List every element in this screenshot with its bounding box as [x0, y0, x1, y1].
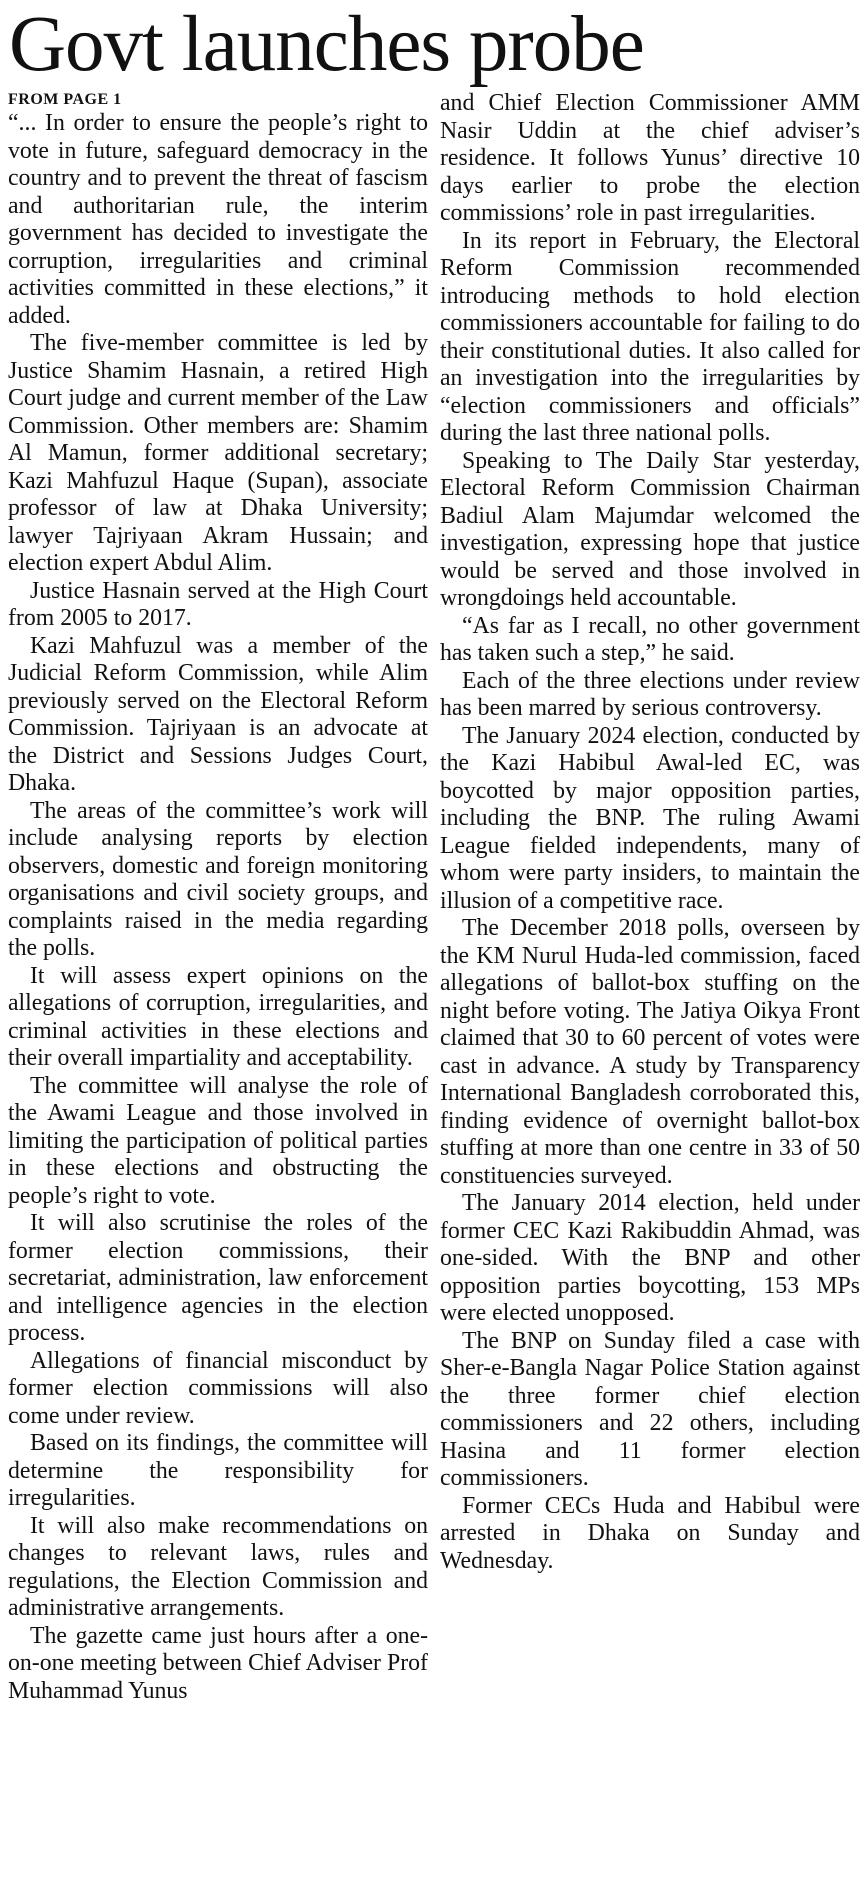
- paragraph: Justice Hasnain served at the High Court from 2005 to 2017.: [8, 577, 428, 631]
- paragraph: It will also scrutinise the roles of the former election commissions, their secretariat, administration, law enforcement and intelligence agencies in the election process.: [8, 1210, 428, 1346]
- column-left: [8, 90, 428, 1705]
- paragraph: Kazi Mahfuzul was a member of the Judicial Reform Commission, while Alim previously served on the Electoral Reform Commission. Tajriyaan is an advocate at the District and Sessions Judges Court, Dhaka.: [8, 632, 428, 796]
- paragraph: “As far as I recall, no other government has taken such a step,” he said.: [440, 612, 860, 666]
- paragraph: In its report in February, the Electoral Reform Commission recommended introducing methods to hold election commissioners accountable for failing to do their constitutional duties. It also called for an investigation into the irregularities by “election commissioners and officials” during the last three national polls.: [440, 227, 860, 446]
- paragraph: Allegations of financial misconduct by former election commissions will also come under review.: [8, 1347, 428, 1429]
- paragraph: The January 2014 election, held under former CEC Kazi Rakibuddin Ahmad, was one-sided. With the BNP and other opposition parties boycotting, 153 MPs were elected unopposed.: [440, 1190, 860, 1326]
- paragraph: The committee will analyse the role of the Awami League and those involved in limiting the participation of political parties in these elections and obstructing the people’s right to vote.: [8, 1072, 428, 1209]
- paragraph: Based on its findings, the committee will determine the responsibility for irregularities.: [8, 1430, 428, 1511]
- paragraph: “... In order to ensure the people’s right to vote in future, safeguard democracy in the country and to prevent the threat of fascism and authoritarian rule, the interim government has decided to investigate the corruption, irregularities and criminal activities committed in these elections,” it added.: [8, 110, 428, 329]
- paragraph: The December 2018 polls, overseen by the KM Nurul Huda-led commission, faced allegations of ballot-box stuffing on the night before voting. The Jatiya Oikya Front claimed that 30 to 60 percent of votes were cast in advance. A study by Transparency International Bangladesh corroborated this, finding evidence of overnight ballot-box stuffing at more than one centre in 33 of 50 constituencies surveyed.: [440, 915, 860, 1189]
- paragraph: The January 2024 election, conducted by the Kazi Habibul Awal-led EC, was boycotted by major opposition parties, including the BNP. The ruling Awami League fielded independents, many of whom were party insiders, to maintain the illusion of a competitive race.: [440, 722, 860, 914]
- news-page: [0, 2, 868, 1904]
- paragraph: It will also make recommendations on changes to relevant laws, rules and regulations, the Election Commission and administrative arrangements.: [8, 1512, 428, 1621]
- paragraph: Each of the three elections under review has been marred by serious controversy.: [440, 667, 860, 721]
- headline: Govt launches probe: [9, 1, 644, 88]
- paragraph: The gazette came just hours after a one-on-one meeting between Chief Adviser Prof Muhammad Yunus: [8, 1622, 428, 1704]
- paragraph: It will assess expert opinions on the allegations of corruption, irregularities, and criminal activities in these elections and their overall impartiality and acceptability.: [8, 962, 428, 1071]
- paragraph: The five-member committee is led by Justice Shamim Hasnain, a retired High Court judge and current member of the Law Commission. Other members are: Shamim Al Mamun, former additional secretary; Kazi Mahfuzul Haque (Supan), associate professor of law at Dhaka University; lawyer Tajriyaan Akram Hussain; and election expert Abdul Alim.: [8, 330, 428, 576]
- paragraph: The BNP on Sunday filed a case with Sher-e-Bangla Nagar Police Station against the three former chief election commissioners and 22 others, including Hasina and 11 former election commissioners.: [440, 1327, 860, 1491]
- paragraph: Former CECs Huda and Habibul were arrested in Dhaka on Sunday and Wednesday.: [440, 1492, 860, 1574]
- kicker-from-page: FROM PAGE 1: [8, 91, 122, 108]
- paragraph: The areas of the committee’s work will include analysing reports by election observers, domestic and foreign monitoring organisations and civil society groups, and complaints raised in the media regarding the polls.: [8, 797, 428, 961]
- column-right: [440, 90, 860, 1705]
- paragraph: Speaking to The Daily Star yesterday, Electoral Reform Commission Chairman Badiul Alam Majumdar welcomed the investigation, expressing hope that justice would be served and those involved in wrongdoings held accountable.: [440, 447, 860, 611]
- article-body: [8, 90, 860, 1705]
- paragraph-continued: and Chief Election Commissioner AMM Nasir Uddin at the chief adviser’s residence. It follows Yunus’ directive 10 days earlier to probe the election commissions’ role in past irregularities.: [440, 90, 860, 226]
